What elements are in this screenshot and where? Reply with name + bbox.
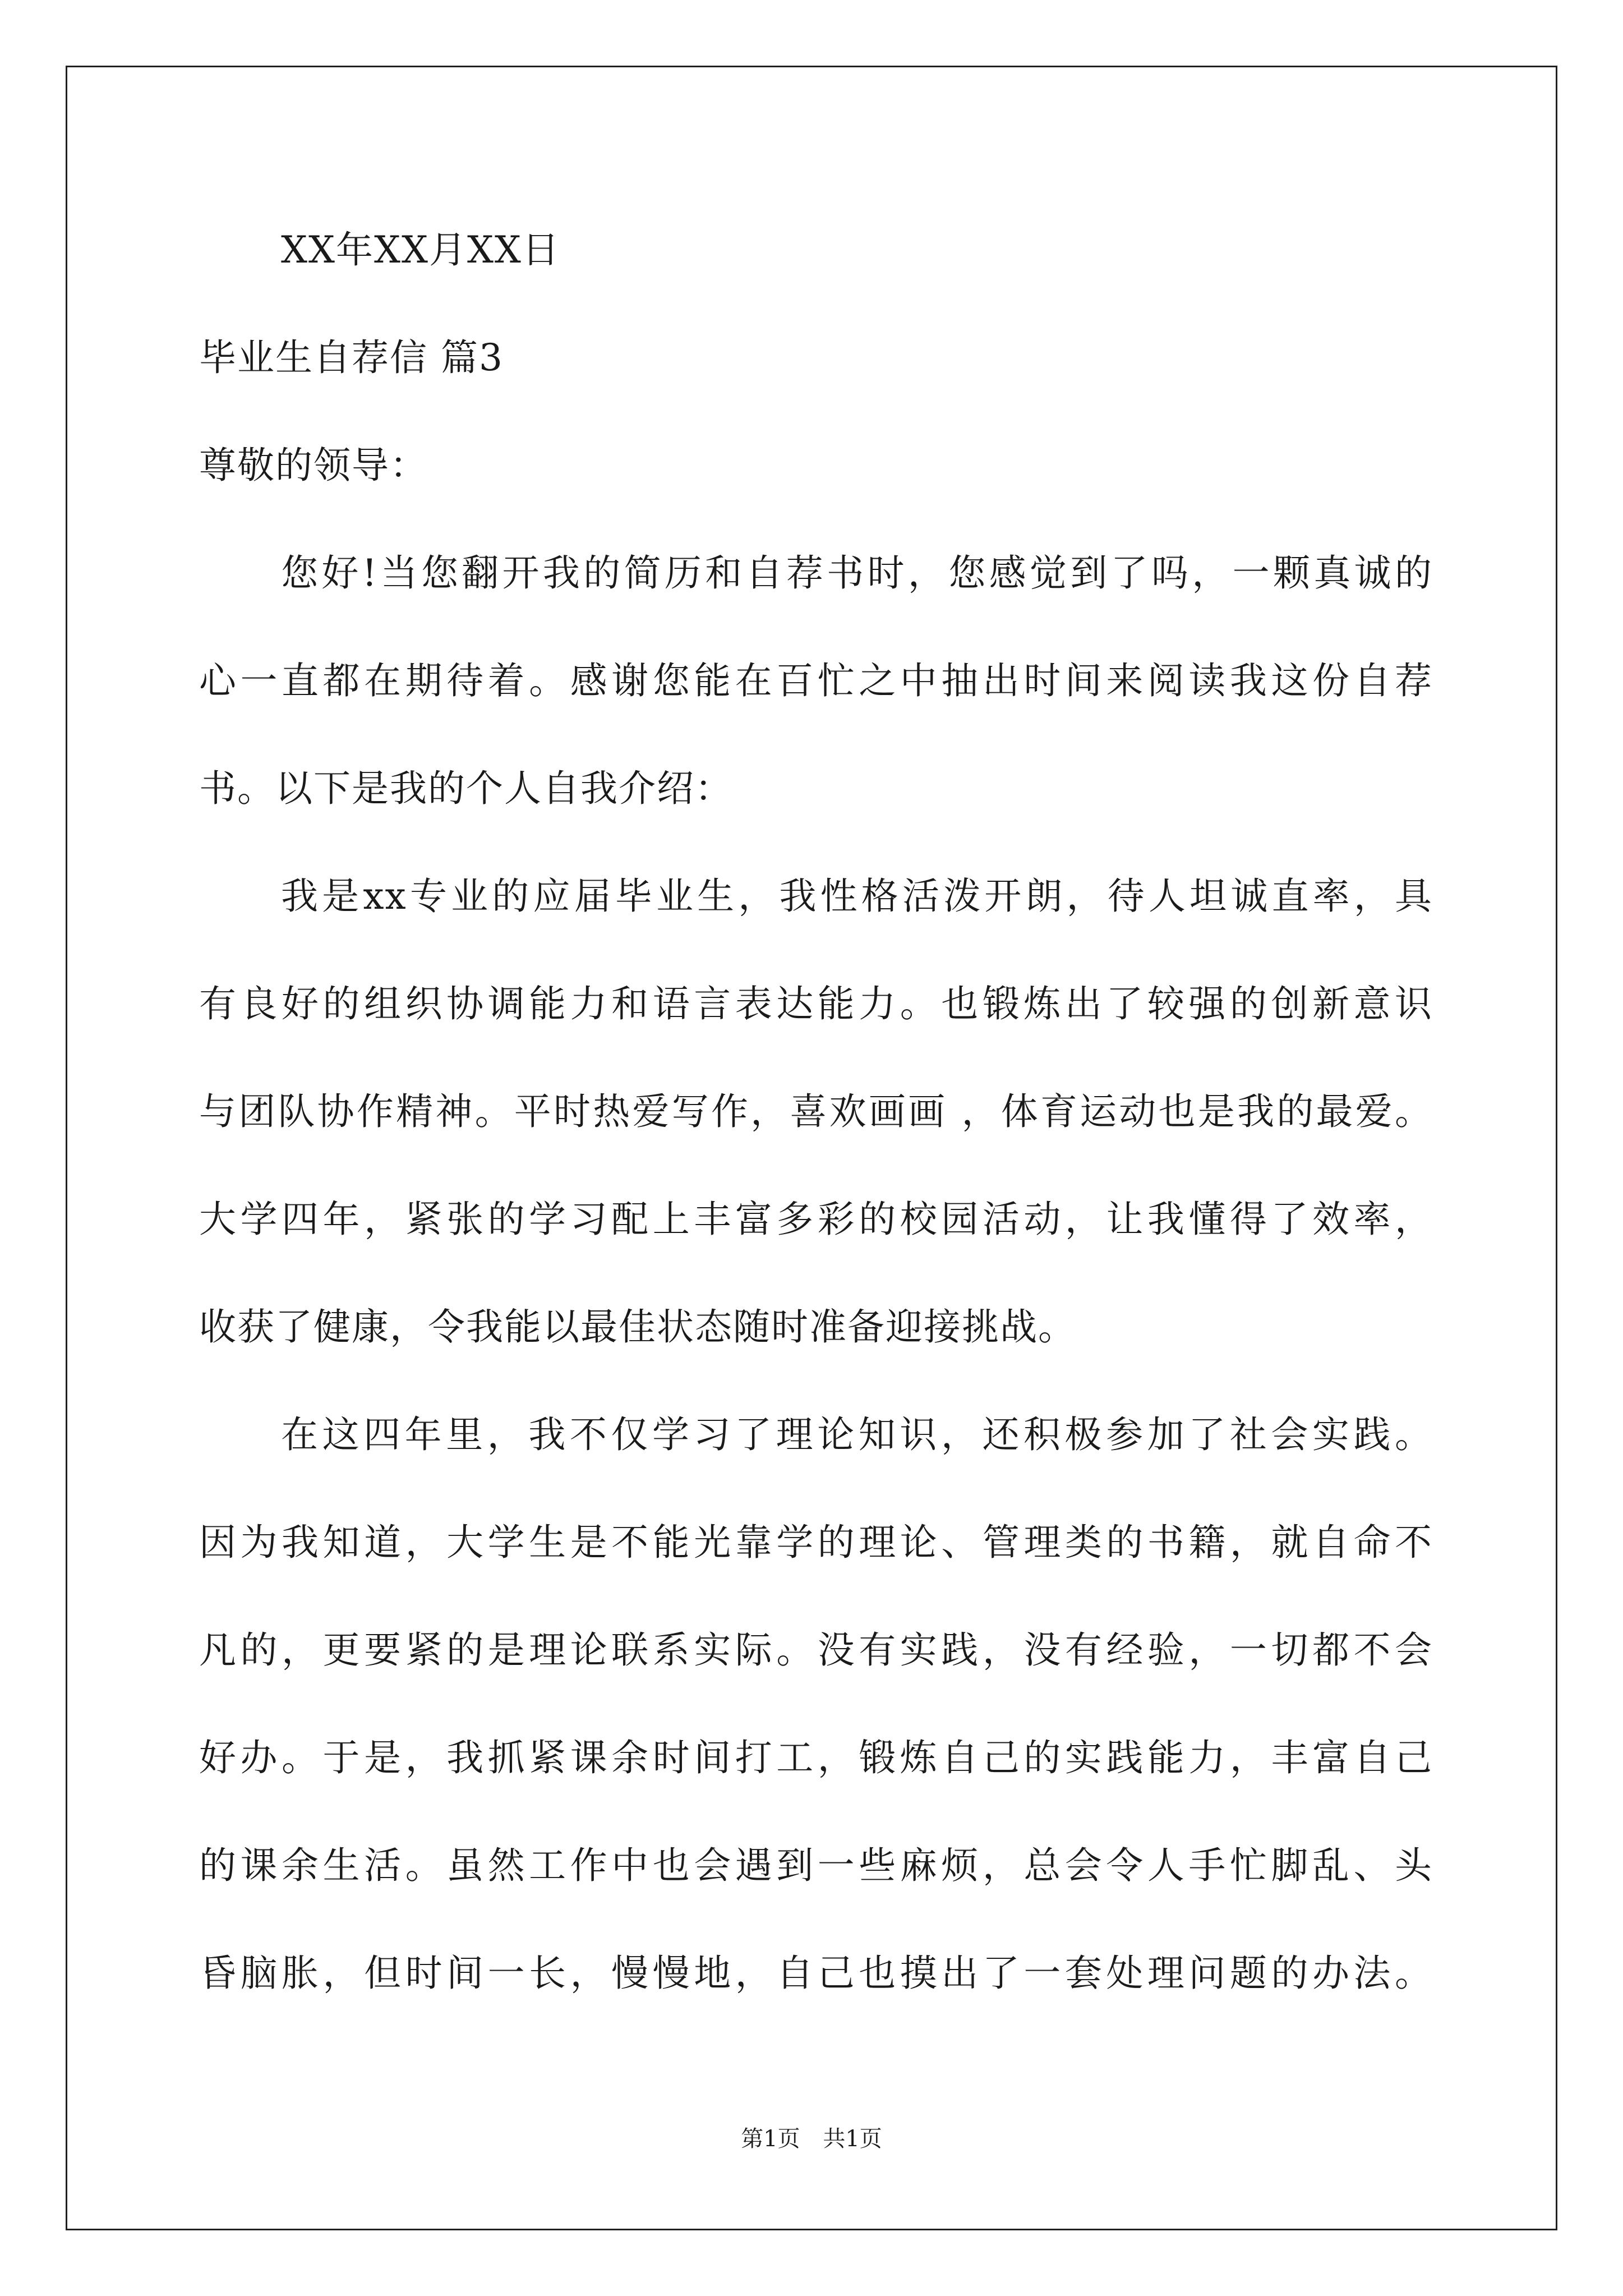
paragraph-line: 与团队协作精神。平时热爱写作，喜欢画画 ，体育运动也是我的最爱。 [199,1090,1433,1133]
paragraph-line: 因为我知道，大学生是不能光靠学的理论、管理类的书籍，就自命不 [199,1521,1433,1564]
paragraph-line: 大学四年，紧张的学习配上丰富多彩的校园活动，让我懂得了效率， [199,1198,1433,1241]
paragraph-line: 收获了健康，令我能以最佳状态随时准备迎接挑战。 [199,1305,1076,1349]
paragraph-line: 有良好的组织协调能力和语言表达能力。也锻炼出了较强的创新意识 [199,982,1433,1025]
paragraph-line: 心一直都在期待着。感谢您能在百忙之中抽出时间来阅读我这份自荐 [199,659,1433,702]
page-footer: 第1页 共1页 [741,2126,882,2152]
paragraph-line: 凡的，更要紧的是理论联系实际。没有实践，没有经验，一切都不会 [199,1628,1433,1672]
paragraph-line: 好办。于是，我抓紧课余时间打工，锻炼自己的实践能力，丰富自己 [199,1736,1433,1779]
salutation: 尊敬的领导： [199,444,428,487]
paragraph-line: 的课余生活。虽然工作中也会遇到一些麻烦，总会令人手忙脚乱、头 [199,1844,1433,1887]
page-border [66,66,1557,2230]
paragraph-line: 书。以下是我的个人自我介绍： [199,767,733,810]
paragraph-line: 您好!当您翻开我的简历和自荐书时，您感觉到了吗，一颗真诚的 [281,551,1433,595]
section-title: 毕业生自荐信 篇3 [199,336,504,379]
paragraph-line: 在这四年里，我不仅学习了理论知识，还积极参加了社会实践。 [281,1413,1433,1456]
paragraph-line: 昏脑胀，但时间一长，慢慢地，自己也摸出了一套处理问题的办法。 [199,1952,1433,1995]
paragraph-line: 我是xx专业的应届毕业生，我性格活泼开朗，待人坦诚直率，具 [281,875,1433,918]
date-line: XX年XX月XX日 [281,228,560,272]
